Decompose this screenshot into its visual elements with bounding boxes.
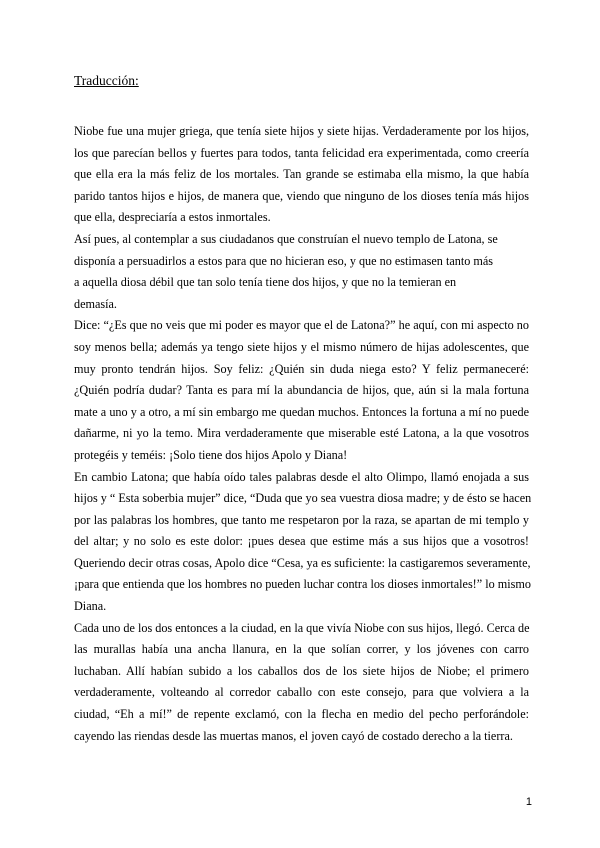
page-heading: Traducción: <box>74 73 139 88</box>
text-line: Queriendo decir otras cosas, Apolo dice “Cesa, ya es suficiente: la castigaremos severamente, <box>74 555 531 570</box>
text-line: ¡para que entienda que los hombres no pueden luchar contra los dioses inmortales!” lo mismo <box>74 577 531 592</box>
text-line: disponía a persuadirlos a estos para que no hicieran eso, y que no estimasen tanto más <box>74 253 493 268</box>
text-line: a aquella diosa débil que tan solo tenía tiene dos hijos, y que no la temieran en <box>74 275 457 290</box>
text-line: Así pues, al contemplar a sus ciudadanos que construían el nuevo templo de Latona, se <box>74 231 498 246</box>
text-line: luchaban. Allí habían subido a los caballos dos de los siete hijos de Niobe; el primero <box>74 663 529 678</box>
text-line: En cambio Latona; que había oído tales palabras desde el alto Olimpo, llamó enojada a sus <box>74 469 529 484</box>
text-line: que ella era la más feliz de los mortales. Tan grande se estimaba ella mismo, la que había <box>74 167 529 182</box>
text-line: protegéis y teméis: ¡Solo tiene dos hijos Apolo y Diana! <box>74 447 348 462</box>
text-line: cayendo las riendas desde las muertas manos, el joven cayó de costado derecho a la tierra. <box>74 728 513 743</box>
text-line: dañarme, ni yo la temo. Mira verdaderamente que miserable esté Latona, a la que vosotros <box>74 426 529 441</box>
text-line: soy menos bella; además ya tengo siete hijos y el mismo número de hijas adolescentes, que <box>74 339 529 354</box>
text-line: parido tantos hijos e hijos, de manera que, viendo que ninguno de los dioses tenía más hijos <box>74 188 529 203</box>
text-line: muy pronto tendrán hijos. Soy feliz: ¿Quién sin duda niega esto? Y feliz permaneceré: <box>74 361 529 376</box>
text-line: Diana. <box>74 599 107 614</box>
text-line: que ella, despreciaría a estos inmortales. <box>74 210 271 225</box>
text-line: Cada uno de los dos entonces a la ciudad, en la que vivía Niobe con sus hijos, llegó. Cerca de <box>74 620 530 635</box>
text-line: Dice: “¿Es que no veis que mi poder es mayor que el de Latona?” he aquí, con mi aspecto no <box>74 318 529 333</box>
text-line: los que parecían bellos y fuertes para todos, tanta felicidad era experimentada, como creería <box>74 145 529 160</box>
text-line: ¿Quién podría dudar? Tanta es para mí la abundancia de hijos, que, aún si la mala fortuna <box>74 383 529 398</box>
text-line: ciudad, “Eh a mí!” de repente exclamó, con la flecha en medio del pecho perforándole: <box>74 707 529 722</box>
page-number: 1 <box>525 796 532 808</box>
text-line: verdaderamente, volteando al corredor caballo con este consejo, para que volviera a la <box>74 685 529 700</box>
translation-text <box>74 121 532 747</box>
text-line: las murallas había una ancha llanura, en la que solían correr, y los jóvenes con carro <box>74 642 529 657</box>
text-line: hijos y “ Esta soberbia mujer” dice, “Duda que yo sea vuestra diosa madre; y de ésto se hacen <box>74 491 532 506</box>
text-line: demasía. <box>74 296 117 311</box>
text-line: Niobe fue una mujer griega, que tenía siete hijos y siete hijas. Verdaderamente por los hijos, <box>74 124 529 138</box>
text-line: por las palabras los hombres, que tanto me respetaron por la raza, se apartan de mi templo y <box>74 512 529 527</box>
text-line: mate a uno y a otro, a mí sin embargo me quedan muchos. Entonces la fortuna a mí no puede <box>74 404 529 419</box>
text-line: del altar; y no solo es este dolor: ¡pues desea que estime más a sus hijos que a vosotros! <box>74 534 529 549</box>
